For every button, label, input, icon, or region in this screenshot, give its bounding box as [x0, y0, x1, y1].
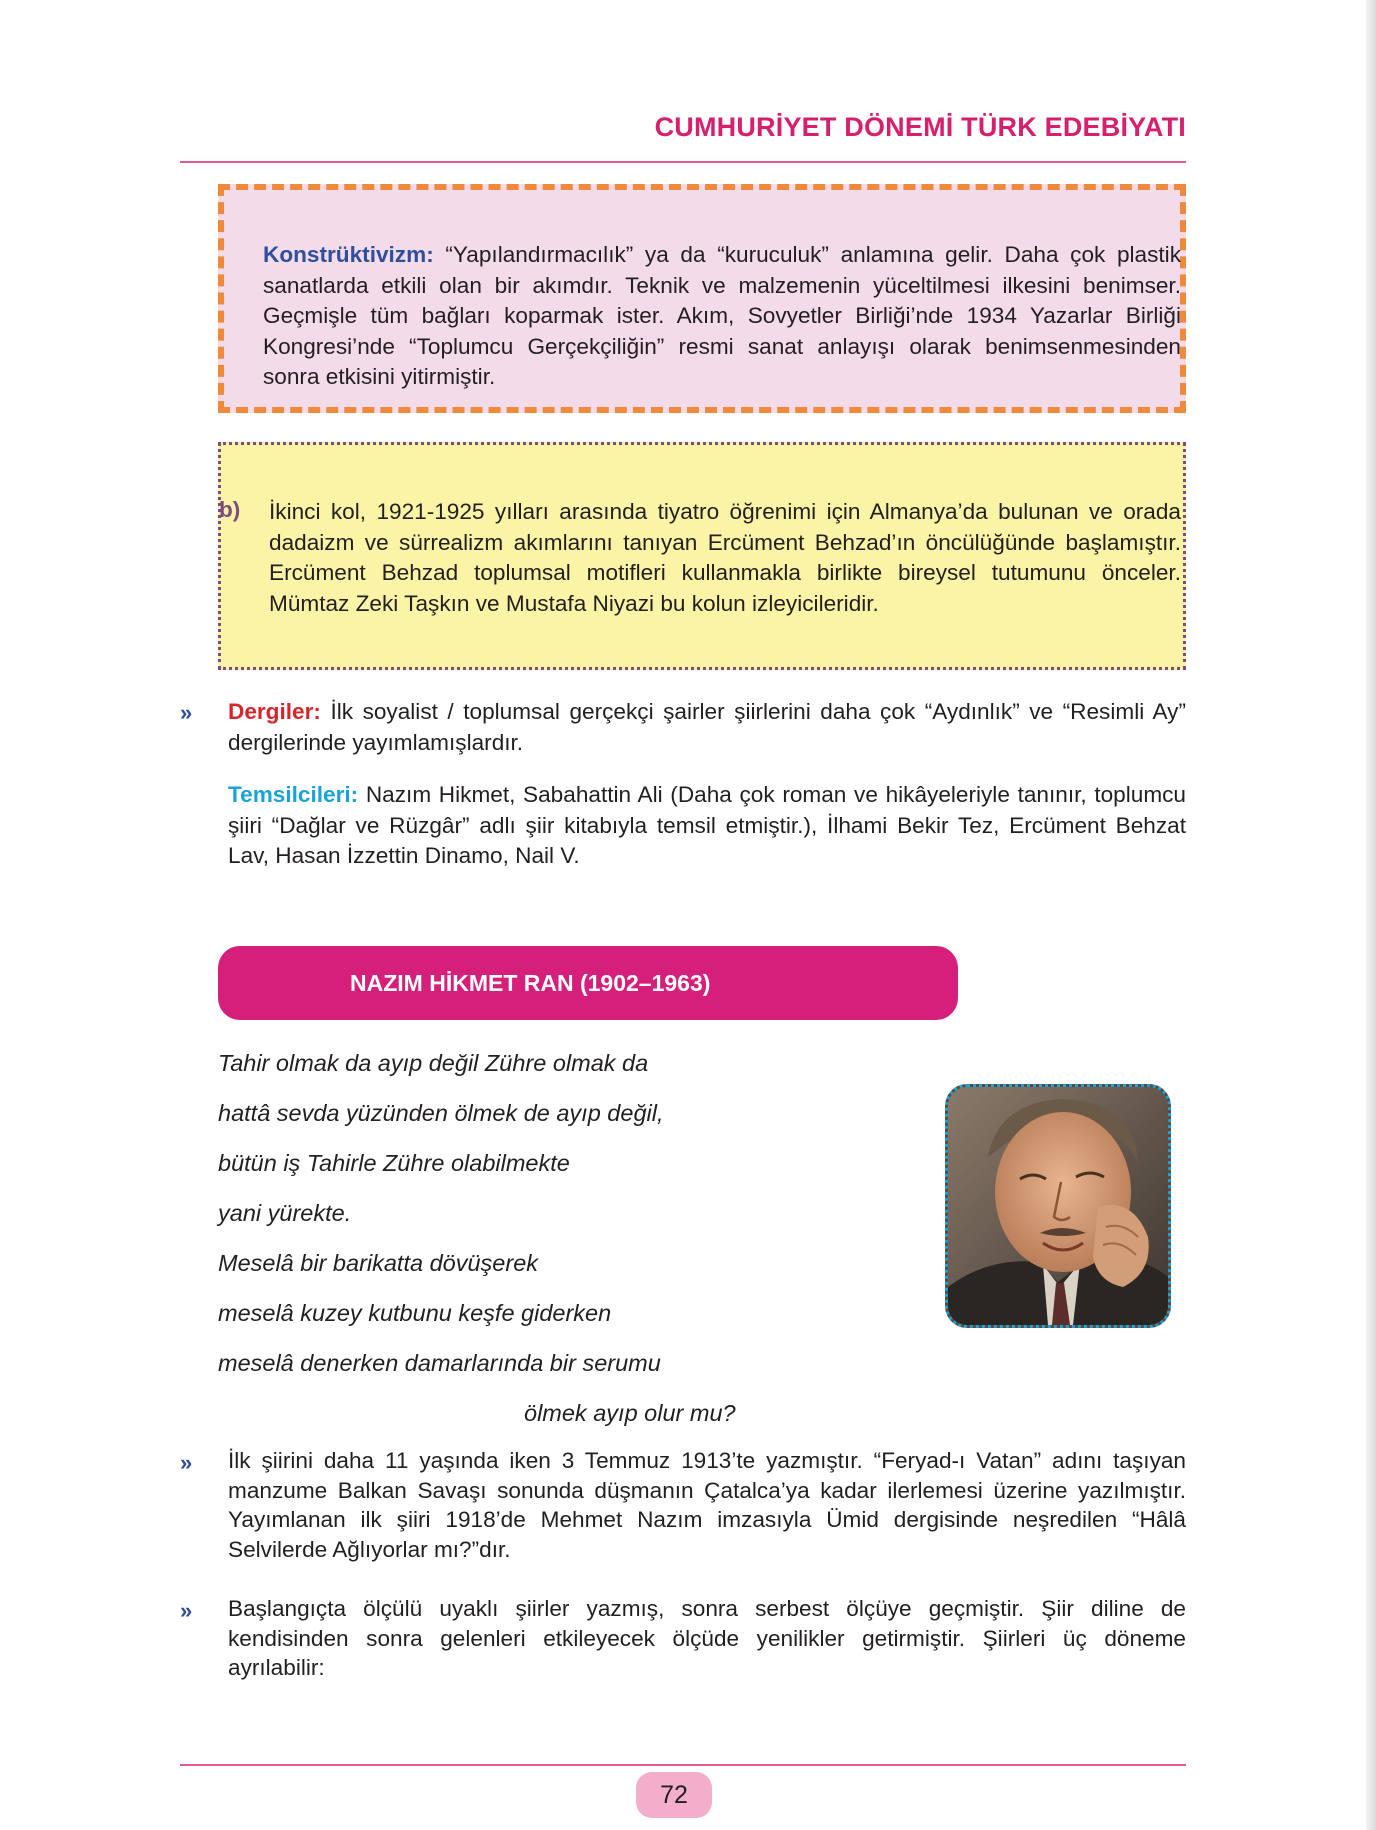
konstruktivizm-info-box: [218, 184, 1186, 413]
bullet-paragraph: Başlangıçta ölçülü uyaklı şiirler yazmış, sonra serbest ölçüye geçmiştir. Şiir diline de kendisinden sonra gelenleri etkileyecek ölçüde yenilikler getirmiştir. Şiirleri üç döneme ayrılabilir:: [228, 1596, 1186, 1680]
page-number-badge: [636, 1772, 712, 1818]
konstruktivizm-definition: “Yapılandırmacılık” ya da “kuruculuk” anlamına gelir. Daha çok plastik sanatlarda etkili olan bir akımdır. Teknik ve malzemenin yüceltilmesi ilkesini benimser. Geçmişle tüm bağları koparmak ister. Akım, Sovyetler Birliği’nde 1934 Yazarlar Birliği Kongresi’nde “Toplumcu Gerçekçiliğin” resmi sanat anlayışı olarak benimsenmesinden sonra etkisini yitirmiştir.: [263, 242, 1181, 389]
double-chevron-right-icon: »: [180, 700, 193, 725]
poem-line: meselâ denerken damarlarında bir serumu: [218, 1350, 661, 1376]
double-chevron-right-icon: »: [180, 1450, 193, 1475]
footer-divider: [180, 1764, 1186, 1766]
poem-line: meselâ kuzey kutbunu keşfe giderken: [218, 1300, 612, 1326]
bullet-paragraph: İlk şiirini daha 11 yaşında iken 3 Temmuz 1913’te yazmıştır. “Feryad-ı Vatan” adını taşıyan manzume Balkan Savaşı sonunda düşmanın Çatalca’ya kadar ilerlemesi üzerine yazılmıştır. Yayımlanan ilk şiiri 1918’de Mehmet Nazım imzasıyla Ümid dergisinde neşredilen “Hâlâ Selvilerde Ağlıyorlar mı?”dır.: [228, 1448, 1186, 1562]
b-label: b): [219, 497, 241, 522]
section-title-banner: [218, 946, 958, 1020]
portrait-illustration: [948, 1087, 1168, 1325]
poem-line: bütün iş Tahirle Zühre olabilmekte: [218, 1150, 570, 1176]
temsilcileri-term: Temsilcileri:: [228, 782, 359, 807]
b-section-box: [218, 442, 1186, 670]
temsilcileri-text: Nazım Hikmet, Sabahattin Ali (Daha çok roman ve hikâyeleriyle tanınır, toplumcu şiiri “Dağlar ve Rüzgâr” adlı şiir kitabıyla temsil etmiştir.), İlhami Bekir Tez, Ercüment Behzat Lav, Hasan İzzettin Dinamo, Nail V.: [228, 782, 1186, 868]
double-chevron-right-icon: »: [180, 1598, 193, 1623]
temsilcileri-paragraph: [228, 780, 1186, 872]
portrait-photo: [945, 1084, 1171, 1328]
dergiler-paragraph: [228, 697, 1186, 758]
poem-line: Meselâ bir barikatta dövüşerek: [218, 1250, 539, 1276]
konstruktivizm-term: Konstrüktivizm:: [263, 242, 434, 267]
poem-line: hattâ sevda yüzünden ölmek de ayıp değil,: [218, 1100, 664, 1126]
page-number: 72: [660, 1780, 688, 1809]
header-divider: [180, 161, 1186, 163]
dergiler-term: Dergiler:: [228, 699, 321, 724]
poem-line: Tahir olmak da ayıp değil Zühre olmak da: [218, 1050, 649, 1076]
page-header-title: CUMHURİYET DÖNEMİ TÜRK EDEBİYATI: [654, 112, 1186, 142]
section-title: NAZIM HİKMET RAN (1902–1963): [350, 969, 711, 996]
b-section-text: İkinci kol, 1921-1925 yılları arasında tiyatro öğrenimi için Almanya’da bulunan ve orada dadaizm ve sürrealizm akımlarını tanıyan Ercüment Behzad’ın öncülüğünde başlamıştır. Ercüment Behzad toplumsal motifleri kullanmakla birlikte bireysel tutumunu önceler. Mümtaz Zeki Taşkın ve Mustafa Niyazi bu kolun izleyicileridir.: [269, 499, 1181, 616]
konstruktivizm-text: [263, 240, 1181, 393]
poem-line: yani yürekte.: [218, 1200, 352, 1226]
page-edge-shadow: [1366, 0, 1376, 1830]
poem-line: ölmek ayıp olur mu?: [524, 1400, 736, 1426]
poem: [218, 1046, 818, 1446]
dergiler-text: İlk soyalist / toplumsal gerçekçi şairler şiirlerini daha çok “Aydınlık” ve “Resimli Ay” dergilerinde yayımlamışlardır.: [228, 699, 1186, 755]
